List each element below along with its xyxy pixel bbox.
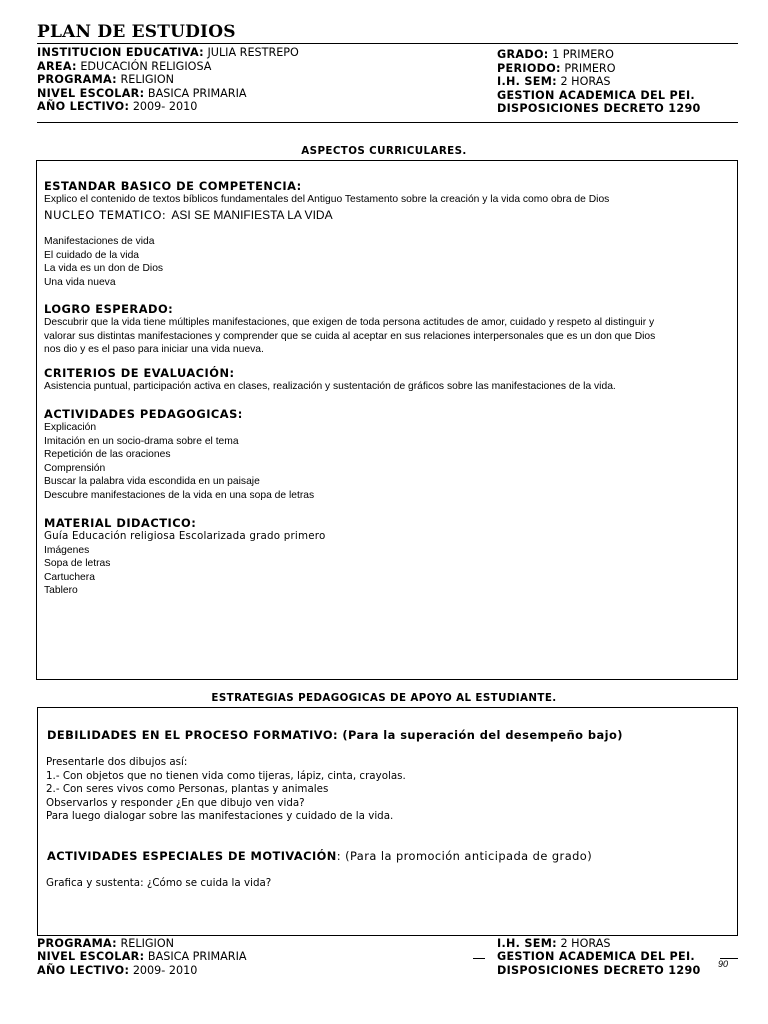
especiales-text: Grafica y sustenta: ¿Cómo se cuida la vida? [46,877,272,889]
header-left: INSTITUCION EDUCATIVA: JULIA RESTREPO AREA: EDUCACIÓN RELIGIOSA PROGRAMA: RELIGION NIVEL ESCOLAR: BASICA PRIMARIA AÑO LECTIVO: 2009- 2010 [37,46,299,114]
list-item: Descubre manifestaciones de la vida en una sopa de letras [44,489,315,501]
list-item: Para luego dialogar sobre las manifestaciones y cuidado de la vida. [46,810,394,823]
list-item: Presentarle dos dibujos así: [46,756,188,768]
estandar-block [44,180,609,222]
logro-label: LOGRO ESPERADO: [44,302,174,316]
logro-block [44,303,655,357]
estrategias-heading: ESTRATEGIAS PEDAGOGICAS DE APOYO AL ESTUDIANTE. [211,692,557,704]
nucleo-label: NUCLEO TEMATICO: [44,207,167,222]
list-item: Repetición de las oraciones [44,449,171,461]
page-title: PLAN DE ESTUDIOS [37,22,236,42]
header-rule [37,122,738,123]
criterios-text: Asistencia puntual, participación activa en clases, realización y sustentación de gráficos sobre las manifestaciones de la vida. [44,381,616,392]
debilidades-block [47,729,623,742]
list-item: Imitación en un socio-drama sobre el tema [44,435,239,447]
list-item: Manifestaciones de vida [44,236,155,247]
list-item: Una vida nueva [44,276,116,288]
estandar-label: ESTANDAR BASICO DE COMPETENCIA: [44,179,302,193]
list-item: Buscar la palabra vida escondida en un paisaje [44,476,260,488]
title-rule [37,43,738,44]
estandar-text: Explico el contenido de textos bíblicos fundamentales del Antiguo Testamento sobre la creación y la vida como obra de Dios [44,194,610,205]
list-item: Guía Educación religiosa Escolarizada grado primero [44,530,326,542]
footer-left: PROGRAMA: RELIGION NIVEL ESCOLAR: BASICA PRIMARIA AÑO LECTIVO: 2009- 2010 [37,936,247,977]
list-item: La vida es un don de Dios [44,263,164,275]
debilidades-text [46,756,406,824]
debilidades-label: DEBILIDADES EN EL PROCESO FORMATIVO: (Para la superación del desempeño bajo) [47,728,623,742]
footer-rule-fragment [720,958,738,959]
especiales-label: ACTIVIDADES ESPECIALES DE MOTIVACIÓN [47,849,337,863]
aspectos-heading: ASPECTOS CURRICULARES. [301,145,467,157]
list-item: Explicación [44,422,97,433]
list-item: Imágenes [44,544,90,556]
actividades-label: ACTIVIDADES PEDAGOGICAS: [44,407,243,421]
list-item: 2.- Con seres vivos como Personas, plantas y animales [46,783,329,796]
material-label: MATERIAL DIDACTICO: [44,516,197,530]
logro-line: nos dio y es el paso para iniciar una vida nueva. [44,344,264,356]
header-right: GRADO: 1 PRIMERO PERIODO: PRIMERO I.H. SEM: 2 HORAS GESTION ACADEMICA DEL PEI. DISPOSICIONES DECRETO 1290 [497,48,701,116]
list-item: 1.- Con objetos que no tienen vida como tijeras, lápiz, cinta, crayolas. [46,769,406,782]
footer-right: I.H. SEM: 2 HORAS GESTION ACADEMICA DEL PEI. DISPOSICIONES DECRETO 1290 [497,936,701,977]
list-item: Observarlos y responder ¿En que dibujo ven vida? [46,796,305,809]
list-item: Sopa de letras [44,558,111,570]
footer-rule-fragment [473,958,485,959]
nucleo-text: ASI SE MANIFIESTA LA VIDA [171,207,333,222]
temas-list [44,235,163,289]
criterios-block [44,367,616,394]
list-item: Cartuchera [44,571,95,583]
list-item: Comprensión [44,462,106,474]
especiales-label-suffix: : (Para la promoción anticipada de grado) [336,849,593,863]
criterios-label: CRITERIOS DE EVALUACIÓN: [44,366,235,380]
material-block [44,517,325,598]
list-item: Tablero [44,585,78,597]
especiales-block [47,850,592,863]
logro-line: Descubrir que la vida tiene múltiples manifestaciones, que exigen de toda persona actitudes de amor, cuidado y respeto al distinguir y [44,317,655,328]
list-item: El cuidado de la vida [44,249,140,261]
page-number: 90 [718,959,729,969]
logro-line: valorar sus distintas manifestaciones y comprender que se cuida al aceptar en sus relaciones interpersonales que es un don que Dios [44,330,656,342]
actividades-block [44,408,314,503]
